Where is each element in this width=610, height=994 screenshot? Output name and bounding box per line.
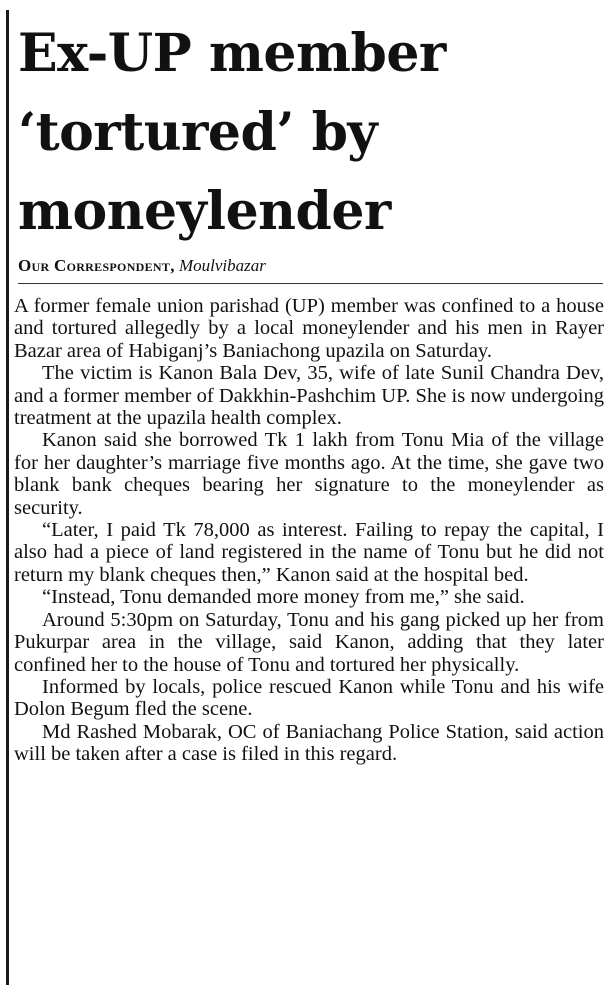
byline-location: Moulvibazar xyxy=(179,256,266,275)
paragraph: Around 5:30pm on Saturday, Tonu and his gang picked up her from Pukurpar area in the village, said Kanon, adding that they later confined her to the house of Tonu and tortured her physically. xyxy=(14,608,604,676)
headline-line: moneylender xyxy=(18,181,391,242)
paragraph: Informed by locals, police rescued Kanon while Tonu and his wife Dolon Begum fled the scene. xyxy=(14,675,604,721)
headline-line: Ex-UP member xyxy=(18,23,446,84)
headline xyxy=(18,14,603,251)
paragraph: Kanon said she borrowed Tk 1 lakh from Tonu Mia of the village for her daughter’s marriage five months ago. At the time, she gave two blank bank cheques bearing her signature to the moneylender as security. xyxy=(14,429,604,519)
byline xyxy=(18,255,603,277)
paragraph: Md Rashed Mobarak, OC of Baniachang Police Station, said action will be taken after a case is filed in this regard. xyxy=(14,720,604,766)
byline-divider xyxy=(18,283,603,284)
byline-author: Our Correspondent, xyxy=(18,256,175,275)
paragraph: A former female union parishad (UP) member was confined to a house and tortured allegedly by a local moneylender and his men in Rayer Bazar area of Habiganj’s Baniachong upazila on Saturday. xyxy=(14,295,604,362)
paragraph: The victim is Kanon Bala Dev, 35, wife of late Sunil Chandra Dev, and a former member of Dakkhin-Pashchim UP. She is now undergoing treatment at the upazila health complex. xyxy=(14,362,604,430)
column-rule xyxy=(6,10,9,985)
paragraph: “Later, I paid Tk 78,000 as interest. Failing to repay the capital, I also had a piece of land registered in the name of Tonu but he did not return my blank cheques then,” Kanon said at the hospital bed. xyxy=(14,519,604,586)
paragraph: “Instead, Tonu demanded more money from me,” she said. xyxy=(42,586,525,609)
article-body xyxy=(14,295,604,766)
headline-line: ‘tortured’ by xyxy=(18,102,378,163)
